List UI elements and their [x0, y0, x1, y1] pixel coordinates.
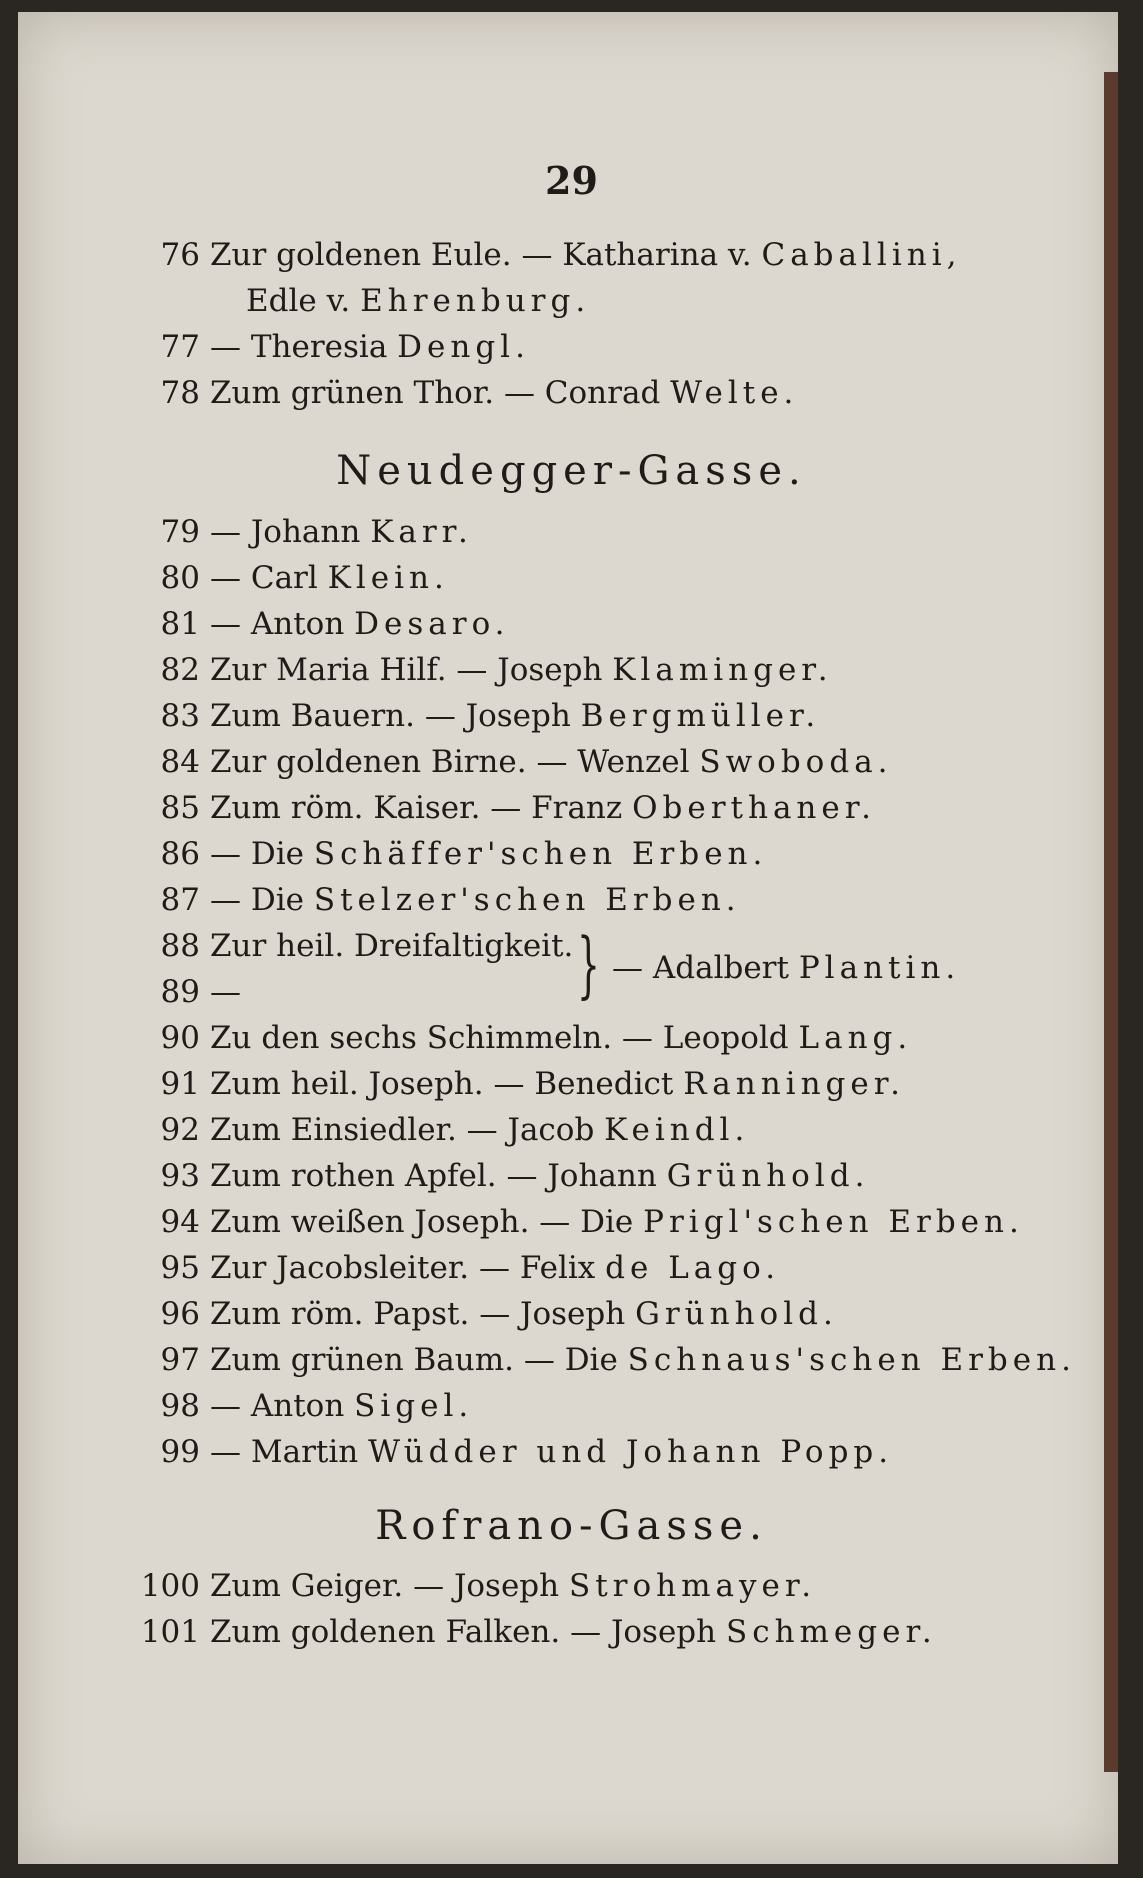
entry-line — [0, 647, 1143, 693]
entry-line — [0, 1061, 1143, 1107]
entry-line — [0, 1245, 1143, 1291]
entry-text: Zum Bauern. — Joseph Bergmüller. — [210, 698, 821, 734]
brace-entry-text: — Adalbert Plantin. — [612, 950, 961, 986]
entry-text: Edle v. Ehrenburg. — [246, 283, 591, 319]
entry-line — [0, 739, 1143, 785]
entry-owner: Lang. — [798, 1020, 913, 1056]
page-number: 29 — [545, 158, 598, 203]
entry-text: — Johann Karr. — [210, 514, 473, 550]
entry-line — [0, 785, 1143, 831]
entry-text: Zum goldenen Falken. — Joseph Schmeger. — [210, 1614, 937, 1650]
entry-line — [0, 1337, 1143, 1383]
entry-text: — Anton Sigel. — [210, 1388, 474, 1424]
entry-owner: Oberthaner. — [632, 790, 876, 826]
entry-text: Zum röm. Papst. — Joseph Grünhold. — [210, 1296, 838, 1332]
entry-owner: Ranninger. — [683, 1066, 906, 1102]
entry-owner: Ehrenburg. — [360, 283, 591, 319]
entry-line — [0, 877, 1143, 923]
street-heading-rofrano: Rofrano-Gasse. — [375, 1503, 768, 1549]
entry-text: — Theresia Dengl. — [210, 329, 530, 365]
entry-owner: Swoboda. — [699, 744, 893, 780]
entry-line — [0, 1429, 1143, 1475]
entry-text: Zur goldenen Eule. — Katharina v. Caballini, — [210, 237, 962, 273]
entry-number: 90 — [160, 1020, 200, 1056]
entry-number: 98 — [160, 1388, 200, 1424]
entry-line — [0, 509, 1143, 555]
entry-number: 80 — [160, 560, 200, 596]
entry-text: Zum heil. Joseph. — Benedict Ranninger. — [210, 1066, 906, 1102]
entry-number: 85 — [160, 790, 200, 826]
entry-line — [0, 1107, 1143, 1153]
entry-owner: Desaro. — [354, 606, 510, 642]
entry-number: 97 — [160, 1342, 200, 1378]
entry-line — [0, 923, 1143, 969]
entry-line — [0, 278, 1143, 324]
entry-line — [0, 693, 1143, 739]
entry-owner: Grünhold. — [666, 1158, 870, 1194]
entry-owner: Karr. — [370, 514, 473, 550]
entry-number: 92 — [160, 1112, 200, 1148]
entry-text: — Die Stelzer'schen Erben. — [210, 882, 741, 918]
entry-owner: Prigl'schen Erben. — [643, 1204, 1024, 1240]
entry-text: Zum Einsiedler. — Jacob Keindl. — [210, 1112, 750, 1148]
entry-number: 77 — [160, 329, 200, 365]
entry-line — [0, 370, 1143, 416]
entry-number: 87 — [160, 882, 200, 918]
entry-number: 78 — [160, 375, 200, 411]
entry-owner: Schäffer'schen Erben. — [313, 836, 768, 872]
entry-line — [0, 1199, 1143, 1245]
brace: } — [577, 922, 600, 1006]
entry-line — [0, 1291, 1143, 1337]
entry-number: 101 — [140, 1614, 200, 1650]
entry-number: 88 — [160, 928, 200, 964]
entry-number: 93 — [160, 1158, 200, 1194]
entry-number: 94 — [160, 1204, 200, 1240]
entry-number: 76 — [160, 237, 200, 273]
entry-number: 83 — [160, 698, 200, 734]
entry-line — [0, 969, 1143, 1015]
entry-text: Zum rothen Apfel. — Johann Grünhold. — [210, 1158, 870, 1194]
entry-text: Zur heil. Dreifaltigkeit. — [210, 928, 574, 964]
entry-owner: Bergmüller. — [580, 698, 821, 734]
entry-number: 82 — [160, 652, 200, 688]
entry-line — [0, 1383, 1143, 1429]
entry-owner: Strohmayer. — [568, 1568, 817, 1604]
entry-owner: Plantin. — [798, 950, 961, 986]
entry-owner: Caballini, — [761, 237, 962, 273]
entry-line — [0, 324, 1143, 370]
entry-owner: Schmeger. — [725, 1614, 937, 1650]
entry-text: Zur Maria Hilf. — Joseph Klaminger. — [210, 652, 833, 688]
entry-number: 95 — [160, 1250, 200, 1286]
entry-text: — Die Schäffer'schen Erben. — [210, 836, 768, 872]
entry-text: Zum weißen Joseph. — Die Prigl'schen Erben. — [210, 1204, 1024, 1240]
entry-number: 89 — [160, 974, 200, 1010]
entry-number: 96 — [160, 1296, 200, 1332]
entry-number: 100 — [140, 1568, 200, 1604]
entry-text: Zum grünen Thor. — Conrad Welte. — [210, 375, 799, 411]
entry-owner: Klaminger. — [612, 652, 833, 688]
entry-line — [0, 1563, 1143, 1609]
entry-text: — Carl Klein. — [210, 560, 449, 596]
entry-text: — Anton Desaro. — [210, 606, 510, 642]
entry-number: 99 — [160, 1434, 200, 1470]
entry-text: Zur goldenen Birne. — Wenzel Swoboda. — [210, 744, 893, 780]
entry-owner: Klein. — [327, 560, 449, 596]
entry-line — [0, 232, 1143, 278]
entry-owner: de Lago. — [605, 1250, 781, 1286]
entry-text: — Martin Wüdder und Johann Popp. — [210, 1434, 894, 1470]
entry-text: Zum Geiger. — Joseph Strohmayer. — [210, 1568, 817, 1604]
entry-number: 81 — [160, 606, 200, 642]
street-heading-neudegger: Neudegger-Gasse. — [336, 448, 807, 494]
entry-text: — — [210, 974, 241, 1010]
entry-owner: Dengl. — [397, 329, 530, 365]
entry-number: 84 — [160, 744, 200, 780]
entry-text: Zum röm. Kaiser. — Franz Oberthaner. — [210, 790, 876, 826]
entry-owner: Grünhold. — [635, 1296, 838, 1332]
entry-line — [0, 1015, 1143, 1061]
entry-owner: Wüdder und Johann Popp. — [368, 1434, 894, 1470]
entry-line — [0, 1153, 1143, 1199]
entry-text: Zu den sechs Schimmeln. — Leopold Lang. — [210, 1020, 913, 1056]
entry-line — [0, 601, 1143, 647]
entry-text: Zum grünen Baum. — Die Schnaus'schen Erben. — [210, 1342, 1076, 1378]
entry-number: 91 — [160, 1066, 200, 1102]
entry-owner: Stelzer'schen Erben. — [313, 882, 741, 918]
entry-line — [0, 1609, 1143, 1655]
entry-owner: Welte. — [670, 375, 799, 411]
entry-owner: Schnaus'schen Erben. — [627, 1342, 1076, 1378]
entry-line — [0, 831, 1143, 877]
entry-number: 79 — [160, 514, 200, 550]
entry-text: Zur Jacobsleiter. — Felix de Lago. — [210, 1250, 781, 1286]
entry-owner: Sigel. — [354, 1388, 474, 1424]
entry-number: 86 — [160, 836, 200, 872]
entry-owner: Keindl. — [604, 1112, 750, 1148]
entry-line — [0, 555, 1143, 601]
